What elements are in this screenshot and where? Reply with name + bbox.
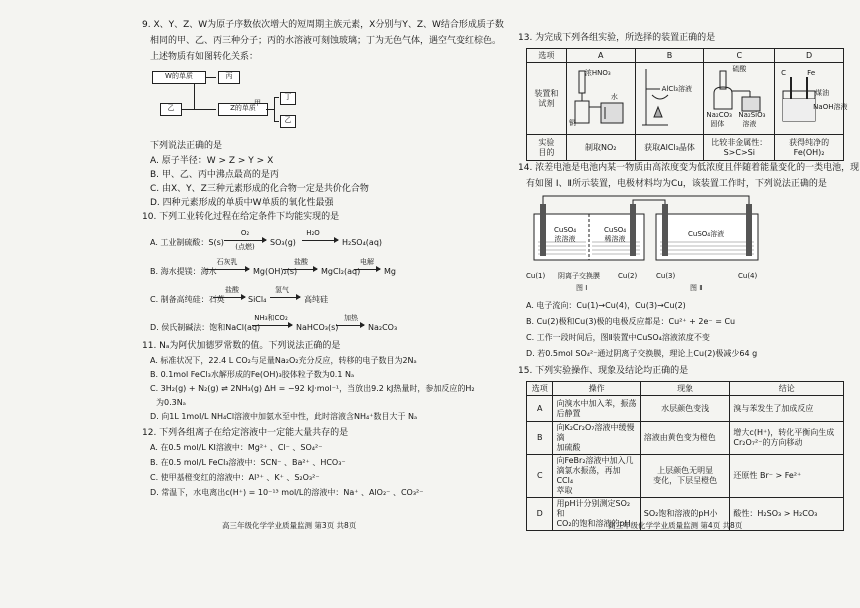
q9-stem-line-2: 相同的甲、乙、丙三种分子；丙的水溶液可刻蚀玻璃；丁为无色气体，遇空气变红棕色。	[150, 36, 502, 46]
q13-apparatus-a[interactable]	[566, 63, 635, 135]
q15-header-operation: 操作	[553, 382, 640, 396]
q10-b-cond3: 电解	[360, 258, 374, 266]
page-3-footer: 高三年级化学学业质量监测 第3页 共8页	[222, 521, 357, 530]
q13-apparatus-d[interactable]	[775, 63, 848, 135]
q15-row-d-phenomenon: SO₂饱和溶液的pH小	[640, 498, 730, 531]
c-top-label: 硫酸	[732, 65, 747, 73]
q13-stem: 13. 为完成下列各组实验，所选择的装置正确的是	[518, 33, 716, 43]
q10-d-label: D. 侯氏制碱法：饱和NaCl(aq)	[150, 323, 261, 332]
fig2-solution: CuSO₄溶液	[688, 230, 725, 238]
q11-stem: 11. Nₐ为阿伏加德罗常数的值。下列说法正确的是	[142, 341, 341, 351]
q13-apparatus-b[interactable]	[635, 63, 704, 135]
q10-a-cond1-bottom: (点燃)	[235, 243, 255, 251]
q12-option-c[interactable]: C. 使甲基橙变红的溶液中：Al³⁺ 、K⁺ 、S₂O₃²⁻	[150, 473, 320, 482]
link-w-bing	[205, 77, 216, 78]
figure-2-label: 图 Ⅱ	[690, 284, 703, 292]
membrane-label: 阴离子交换膜	[558, 272, 600, 280]
q10-d-arrow2	[336, 325, 364, 326]
box-w-single: W的单质	[152, 71, 206, 84]
q15-row-c-option: C	[527, 455, 553, 498]
q10-c-label: C. 制备高纯硅：石英	[150, 295, 225, 304]
q14-stem-line-1: 14. 浓差电池是电池内某一物质由高浓度变为低浓度且伴随着能量变化的一类电池，现	[518, 163, 860, 173]
page-4-footer: 高三年级化学学业质量监测 第4页 共8页	[608, 521, 743, 530]
box-yi-2: 乙	[280, 115, 296, 128]
q15-row-a[interactable]	[527, 396, 844, 422]
c-left2-label: 固体	[710, 120, 725, 128]
fig1-left-solution: CuSO₄ 浓溶液	[554, 226, 577, 243]
q10-c-end: 高纯硅	[304, 295, 328, 304]
q15-row-a-operation: 向溴水中加入苯，振荡 后静置	[553, 396, 640, 422]
q10-c-mid: SiCl₄	[248, 295, 267, 304]
q10-b-cond2: 盐酸	[294, 258, 308, 266]
q10-c-arrow2	[270, 297, 300, 298]
q13-table	[526, 48, 848, 161]
q12-stem: 12. 下列各组离子在给定溶液中一定能大量共存的是	[142, 428, 349, 438]
q9-option-b[interactable]: B. 甲、乙、丙中沸点最高的是丙	[150, 170, 279, 180]
q9-stem-line-1: 9. X、Y、Z、W为原子序数依次增大的短周期主族元素，X分别与Y、Z、W结合形成质子数	[142, 20, 504, 30]
q13-header-option: 选项	[527, 49, 567, 63]
q10-c-cond1: 盐酸	[225, 286, 239, 294]
q15-row-b-phenomenon: 溶液由黄色变为橙色	[640, 422, 730, 455]
q15-stem: 15. 下列实验操作、现象及结论均正确的是	[518, 366, 689, 376]
q9-option-c[interactable]: C. 由X、Y、Z三种元素形成的化合物一定是共价化合物	[150, 184, 369, 194]
box-z-single: Z的单质	[218, 103, 268, 116]
apparatus-label-1: 装置和	[534, 88, 559, 98]
q10-b-arrow2	[283, 269, 317, 270]
box-ding: 丁	[280, 92, 296, 105]
label-jia: 甲	[254, 99, 261, 107]
electrode-cu4: Cu(4)	[738, 272, 758, 280]
q10-a-end: H₂SO₄(aq)	[342, 238, 383, 247]
a-reagent-label: 浓HNO₃	[584, 69, 611, 77]
q13-purpose-a: 制取NO₂	[566, 135, 635, 161]
q13-header-c: C	[704, 49, 775, 63]
q9-question: 下列说法正确的是	[150, 141, 223, 151]
purpose-label-2: 目的	[538, 147, 555, 157]
q9-option-d[interactable]: D. 四种元素形成的单质中W单质的氧化性最强	[150, 198, 334, 208]
q11-option-b[interactable]: B. 0.1mol FeCl₃水解形成的Fe(OH)₃胶体粒子数为0.1 Nₐ	[150, 370, 355, 379]
q15-row-a-option: A	[527, 396, 553, 422]
link-z-fork	[266, 109, 274, 110]
q13-header-a: A	[566, 49, 635, 63]
link-to-ding	[274, 97, 279, 98]
q13-apparatus-c[interactable]	[704, 63, 775, 135]
box-yi: 乙	[160, 103, 182, 116]
q10-d-mid: NaHCO₃(s)	[296, 323, 339, 332]
q10-b-label: B. 海水提镁：海水	[150, 267, 217, 276]
q12-option-a[interactable]: A. 在0.5 mol/L KI溶液中：Mg²⁺ 、Cl⁻ 、SO₄²⁻	[150, 443, 323, 452]
q13-header-b: B	[635, 49, 704, 63]
a-water-label: 水	[610, 93, 618, 101]
q15-row-b-operation: 向K₂Cr₂O₇溶液中缓慢滴 加硫酸	[553, 422, 640, 455]
d-naoh-label: NaOH溶液	[813, 103, 848, 111]
q15-row-c[interactable]	[527, 455, 844, 498]
q13-header-d: D	[775, 49, 844, 63]
q14-stem-line-2: 有如图 Ⅰ、Ⅱ所示装置，电极材料均为Cu，该装置工作时，下列说法正确的是	[526, 179, 827, 189]
q10-b-mid2: MgCl₂(aq)	[321, 267, 361, 276]
purpose-label-1: 实验	[538, 137, 555, 147]
q10-b-cond1: 石灰乳	[216, 258, 238, 266]
q14-option-b[interactable]: B. Cu(2)极和Cu(3)极的电极反应都是：Cu²⁺ + 2e⁻ = Cu	[526, 317, 736, 326]
q11-option-d[interactable]: D. 向1L 1mol/L NH₄Cl溶液中加氨水至中性，此时溶液含NH₄⁺数目大于 Nₐ	[150, 412, 418, 421]
a-metal-label: 铜	[568, 119, 576, 127]
q10-stem: 10. 下列工业转化过程在给定条件下均能实现的是	[142, 212, 340, 222]
q13-purpose-c: 比较非金属性： S>C>Si	[704, 135, 775, 161]
q13-row-purpose-label	[527, 135, 567, 161]
figure-1-label: 图 Ⅰ	[576, 284, 588, 292]
q10-c-arrow1	[213, 297, 245, 298]
q10-d-cond1: NH₃和CO₂	[254, 314, 288, 322]
d-c-label: C	[781, 69, 787, 77]
q15-table	[526, 381, 844, 531]
q10-b-end: Mg	[384, 267, 396, 276]
q11-option-c-cont: 为0.3Nₐ	[156, 398, 186, 407]
q13-row-apparatus-label	[527, 63, 567, 135]
q15-row-b[interactable]	[527, 422, 844, 455]
q15-header-conclusion: 结论	[730, 382, 844, 396]
c-right-label: Na₂SiO₃	[738, 111, 766, 119]
q15-row-c-conclusion: 还原性 Br⁻ > Fe²⁺	[730, 455, 844, 498]
q10-a-cond1: O₂	[240, 229, 250, 237]
q15-row-a-phenomenon: 水层颜色变浅	[640, 396, 730, 422]
q9-option-a[interactable]: A. 原子半径：W > Z > Y > X	[150, 156, 274, 166]
q12-option-b[interactable]: B. 在0.5 mol/L FeCl₃溶液中：SCN⁻ 、Ba²⁺ 、HCO₃⁻	[150, 458, 346, 467]
q15-row-c-phenomenon: 上层颜色无明显 变化，下层呈橙色	[640, 455, 730, 498]
q10-c-cond2: 氢气	[275, 286, 289, 294]
box-bing: 丙	[218, 71, 240, 84]
q11-option-c[interactable]: C. 3H₂(g) + N₂(g) ⇌ 2NH₃(g) ΔH = −92 kJ·mol⁻¹，当放出9.2 kJ热量时，参加反应的H₂	[150, 384, 475, 393]
q10-b-mid1: Mg(OH)₂(s)	[253, 267, 298, 276]
b-reagent-label: AlCl₃溶液	[661, 85, 692, 93]
q10-a-arrow2	[302, 240, 338, 241]
q15-row-b-conclusion: 增大c(H⁺)，转化平衡向生成 Cr₂O₇²⁻的方向移动	[730, 422, 844, 455]
q14-option-a[interactable]: A. 电子流向：Cu(1)→Cu(4)，Cu(3)→Cu(2)	[526, 301, 686, 310]
q15-row-d-operation: 用pH计分别测定SO₂和 CO₂的饱和溶液的pH	[553, 498, 640, 531]
q14-option-d[interactable]: D. 若0.5mol SO₄²⁻通过阴离子交换膜，理论上Cu(2)极减少64 g	[526, 349, 758, 358]
q15-row-b-option: B	[527, 422, 553, 455]
q15-header-option: 选项	[527, 382, 553, 396]
link-vertical	[194, 83, 195, 109]
electrode-cu1: Cu(1)	[526, 272, 546, 280]
q10-b-arrow3	[354, 269, 380, 270]
c-right2-label: 溶液	[742, 120, 757, 128]
q10-d-end: Na₂CO₃	[368, 323, 398, 332]
q15-row-c-operation: 向FeBr₂溶液中加入几 滴氯水振荡，再加CCl₄ 萃取	[553, 455, 640, 498]
q13-purpose-b: 获取AlCl₃晶体	[635, 135, 704, 161]
q10-b-arrow1	[205, 269, 249, 270]
apparatus-b-drawing	[638, 63, 702, 131]
q10-d-arrow1	[252, 325, 292, 326]
d-fe-label: Fe	[807, 69, 816, 77]
d-oil-label: 煤油	[815, 89, 830, 97]
fig1-right-solution: CuSO₄ 稀溶液	[604, 226, 627, 243]
c-left-label: Na₂CO₃	[706, 111, 732, 119]
q13-purpose-d: 获得纯净的 Fe(OH)₂	[775, 135, 844, 161]
q9-stem-line-3: 上述物质有如图转化关系：	[150, 52, 259, 62]
q15-row-d-option: D	[527, 498, 553, 531]
q15-header-phenomenon: 现象	[640, 382, 730, 396]
q12-option-d[interactable]: D. 常温下，水电离出c(H⁺) = 10⁻¹³ mol/L的溶液中：Na⁺ 、AlO₂⁻ 、CO₃²⁻	[150, 488, 424, 497]
page-4	[438, 0, 860, 608]
electrode-cu3: Cu(3)	[656, 272, 676, 280]
q10-a-label: A. 工业制硫酸：S(s)	[150, 238, 224, 247]
apparatus-label-2: 试剂	[538, 98, 555, 108]
electrode-cu2: Cu(2)	[618, 272, 638, 280]
link-yi-z	[181, 109, 216, 110]
q10-a-mid: SO₃(g)	[270, 238, 296, 247]
q10-a-cond2: H₂O	[306, 229, 320, 237]
q10-d-cond2: 加热	[344, 314, 358, 322]
q14-option-c[interactable]: C. 工作一段时间后，图Ⅱ装置中CuSO₄溶液浓度不变	[526, 333, 710, 342]
link-to-yi2	[274, 121, 279, 122]
q11-option-a[interactable]: A. 标准状况下，22.4 L CO₂与足量Na₂O₂充分反应，转移的电子数目为2Nₐ	[150, 356, 417, 365]
q10-a-arrow1	[224, 240, 266, 241]
link-fork	[274, 97, 275, 121]
q15-row-a-conclusion: 溴与苯发生了加成反应	[730, 396, 844, 422]
q15-row-d-conclusion: 酸性：H₂SO₃ > H₂CO₃	[730, 498, 844, 531]
